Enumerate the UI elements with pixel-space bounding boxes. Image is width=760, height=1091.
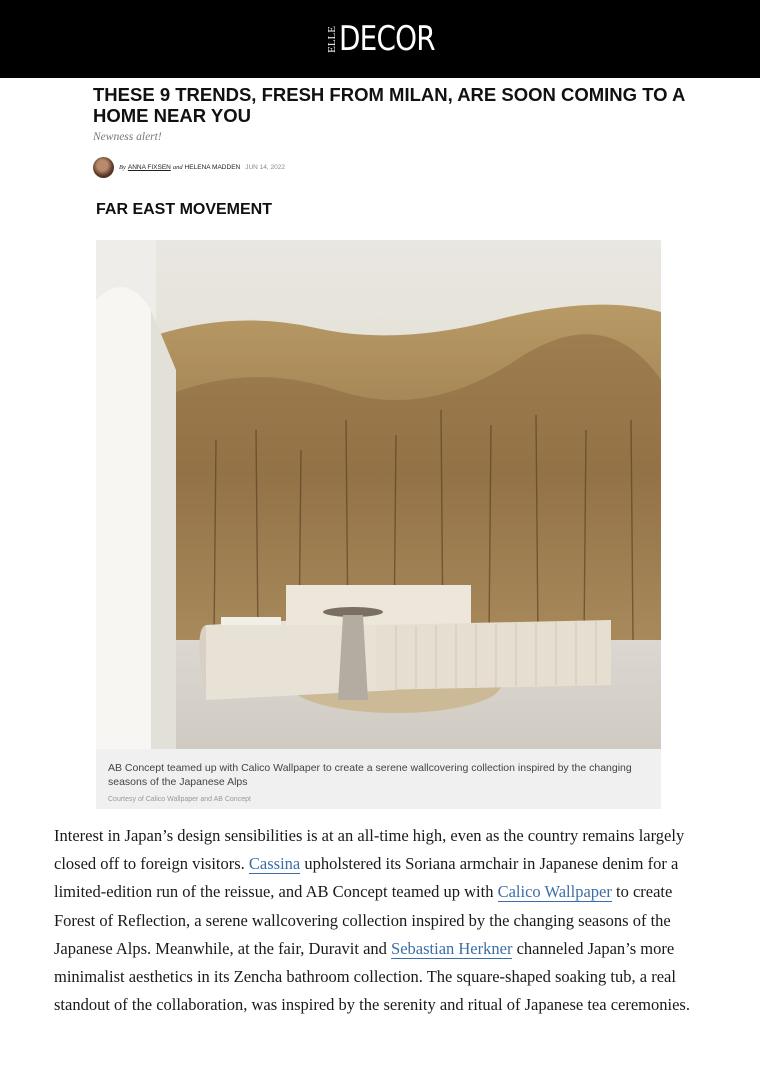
author-link-anna-fixsen[interactable]: ANNA FIXSEN	[127, 163, 171, 171]
body-text-3: to create Forest of Reflection, a serene wallcovering collection inspired by the changing seasons of the Japanese Alps. Meanwhile, at the fair, Duravit and	[54, 882, 673, 958]
masthead	[0, 0, 760, 78]
publish-date: JUN 14, 2022	[245, 163, 285, 171]
body-text-1: Interest in Japan’s design sensibilities is at an all-time high, even as the country remains largely closed off to foreign visitors.	[54, 826, 685, 874]
byline	[93, 155, 285, 179]
author-link-helena-madden[interactable]: HELENA MADDEN	[184, 163, 241, 171]
article-photo	[96, 240, 661, 749]
forest-wallpaper-room-photo-icon	[96, 240, 661, 749]
body-text-2: upholstered its Soriana armchair in Japanese denim for a limited-edition run of the reissue, and AB Concept teamed up with	[54, 854, 679, 902]
logo-decor: DECOR	[338, 19, 435, 59]
link-cassina[interactable]: Cassina	[248, 854, 301, 874]
link-calico-wallpaper[interactable]: Calico Wallpaper	[497, 882, 612, 902]
link-sebastian-herkner[interactable]: Sebastian Herkner	[391, 938, 513, 958]
section-heading: FAR EAST MOVEMENT	[96, 201, 273, 218]
byline-and: and	[172, 163, 183, 171]
image-credit: Courtesy of Calico Wallpaper and AB Concept	[108, 796, 251, 803]
article-body	[54, 822, 714, 1019]
author-avatar	[93, 157, 114, 178]
elle-decor-logo[interactable]	[327, 19, 434, 59]
logo-elle: ELLE	[325, 25, 338, 53]
body-text-4: channeled Japan’s more minimalist aesthetics in its Zencha bathroom collection. The square-shaped soaking tub, a real standout of the collaboration, was inspired by the serenity and ritual of Japanese tea ceremonies.	[54, 938, 690, 1015]
image-caption: AB Concept teamed up with Calico Wallpaper to create a serene wallcovering collection inspired by the changing seasons of the Japanese Alps	[108, 762, 632, 788]
article-headline: THESE 9 TRENDS, FRESH FROM MILAN, ARE SOON COMING TO A HOME NEAR YOU	[93, 84, 685, 126]
article-dek: Newness alert!	[93, 131, 162, 143]
image-caption-box	[96, 749, 661, 809]
byline-by: By	[119, 163, 126, 171]
